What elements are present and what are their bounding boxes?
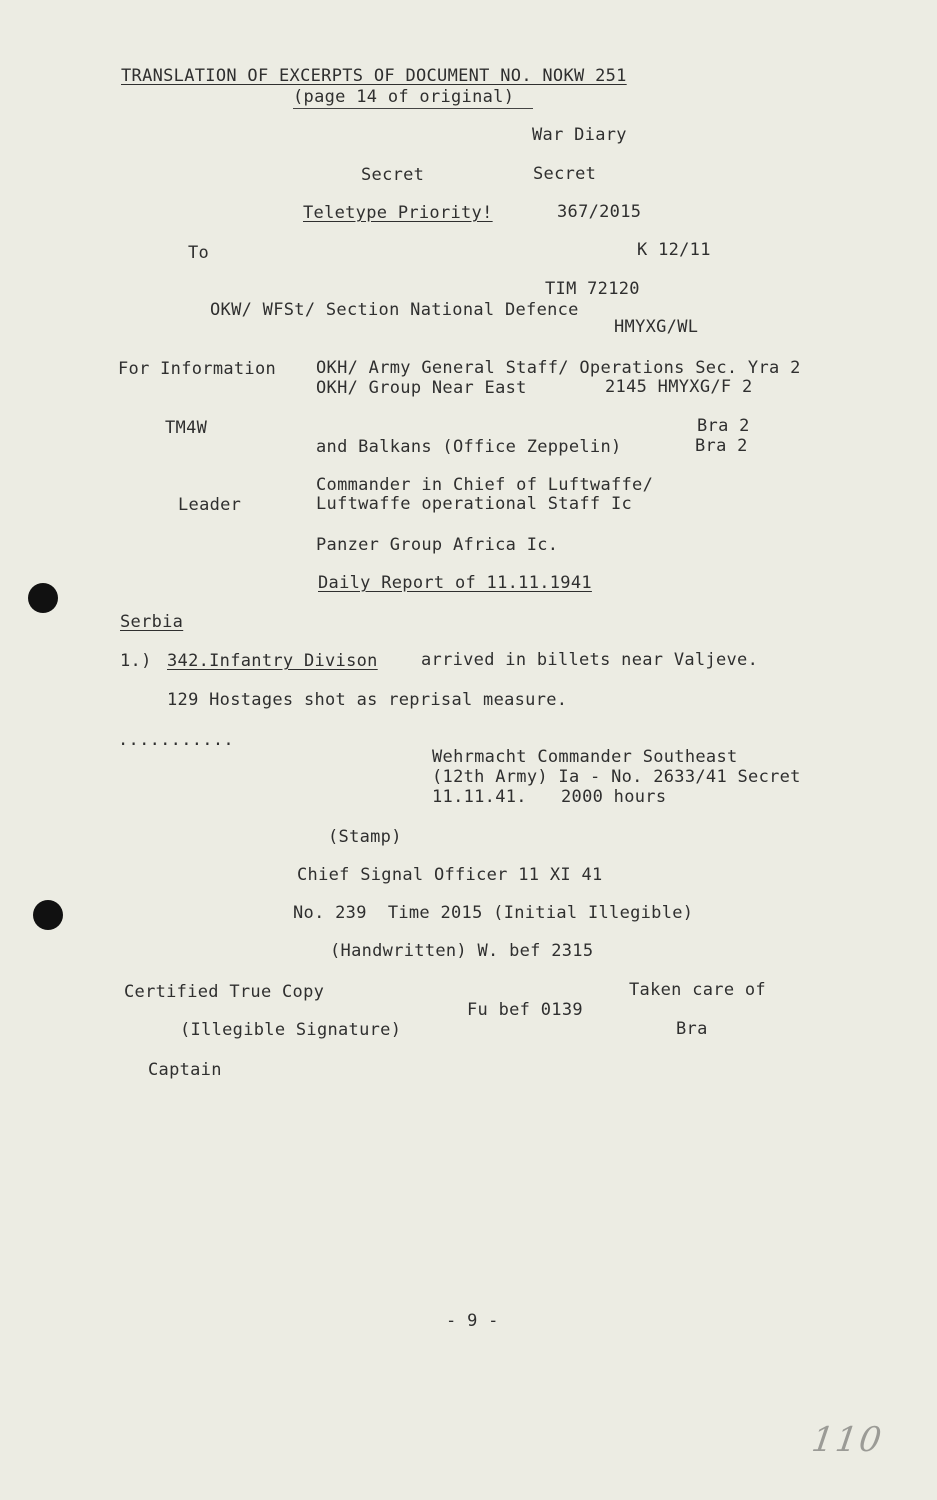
document-subtitle: (page 14 of original) [293,87,515,107]
secret-left: Secret [361,165,425,185]
report-title: Daily Report of 11.11.1941 [318,573,592,593]
taken-care-of: Taken care of [629,980,766,1000]
fu-bef: Fu bef 0139 [467,1000,583,1020]
illegible-signature: (Illegible Signature) [180,1020,402,1040]
tim-number: TIM 72120 [545,279,640,299]
recipient-line: OKW/ WFSt/ Section National Defence [210,300,579,320]
item-unit: 342.Infantry Divison [167,651,378,671]
stamp-line1: Chief Signal Officer 11 XI 41 [297,865,603,885]
war-diary-label: War Diary [532,125,627,145]
item-number: 1.) [120,651,152,671]
stamp-line2: No. 239 Time 2015 (Initial Illegible) [293,903,694,923]
stamp-label: (Stamp) [328,827,402,847]
bra-mark-1: Bra 2 [697,416,750,436]
distribution-line1: OKH/ Army General Staff/ Operations Sec. Yra 2 [316,358,801,378]
distribution-line2: OKH/ Group Near East [316,378,527,398]
sender-line1: Wehrmacht Commander Southeast [432,747,738,767]
stamp-line3: (Handwritten) W. bef 2315 [330,941,594,961]
distribution-line2-ref: 2145 HMYXG/F 2 [605,377,753,397]
sender-time: 2000 hours [561,787,667,807]
distribution-line5: Panzer Group Africa Ic. [316,535,559,555]
tm4w-label: TM4W [165,418,208,438]
distribution-line4b: Luftwaffe operational Staff Ic [316,494,633,514]
punch-hole-bottom [33,900,63,930]
distribution-line3: and Balkans (Office Zeppelin) [316,437,622,457]
to-label: To [188,243,210,263]
sender-line2: (12th Army) Ia - No. 2633/41 Secret [432,767,801,787]
handwritten-page-number: 110 [809,1420,886,1460]
teletype-priority: Teletype Priority! [303,203,493,223]
subtitle-underline [293,108,533,109]
document-title: TRANSLATION OF EXCERPTS OF DOCUMENT NO. NOKW 251 [121,66,627,86]
punch-hole-top [28,583,58,613]
item-text: arrived in billets near Valjeve. [421,650,759,670]
k-reference: K 12/11 [637,240,711,260]
distribution-line4a: Commander in Chief of Luftwaffe/ [316,475,654,495]
hostages-line: 129 Hostages shot as reprisal measure. [167,690,568,710]
certified-true-copy: Certified True Copy [124,982,325,1002]
separator-dots: ........... [118,730,234,750]
bra-footer: Bra [676,1019,708,1039]
region-heading: Serbia [120,612,184,632]
bra-mark-2: Bra 2 [695,436,748,456]
page-number: - 9 - [446,1311,499,1331]
leader-label: Leader [178,495,242,515]
secret-right: Secret [533,164,597,184]
hmyxg-wl: HMYXG/WL [614,317,699,337]
sender-line3: 11.11.41. [432,787,527,807]
for-information-label: For Information [118,359,277,379]
teletype-number: 367/2015 [557,202,642,222]
captain-label: Captain [148,1060,222,1080]
